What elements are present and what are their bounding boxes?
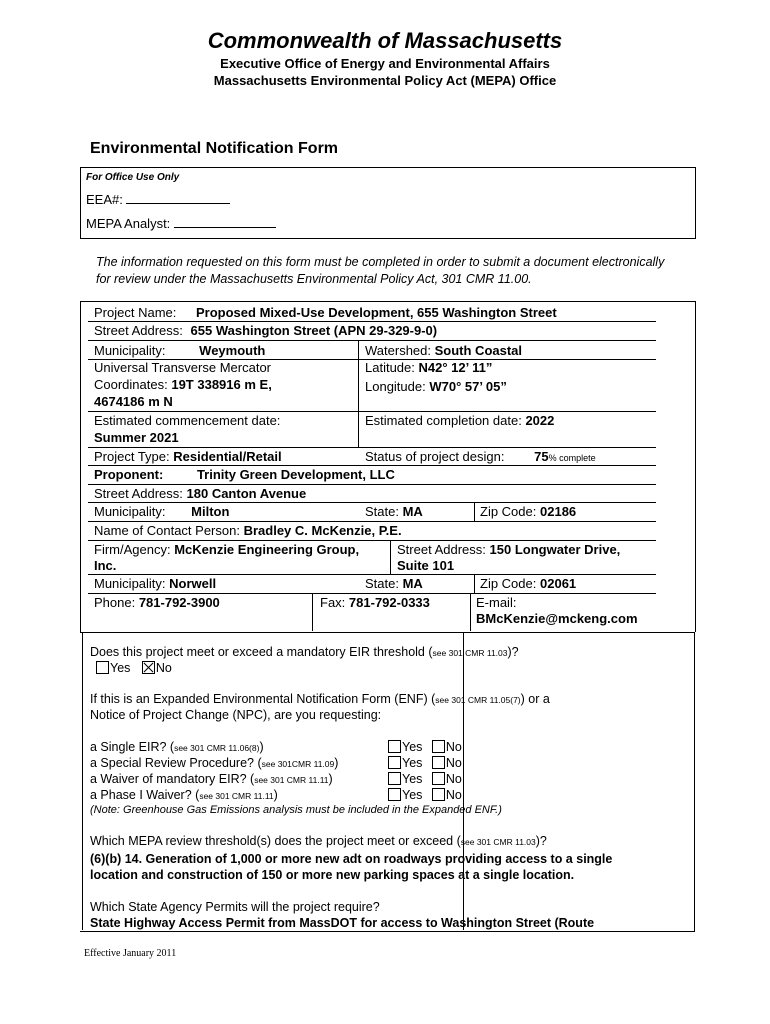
project-municipality: Weymouth (199, 343, 266, 358)
mepa-analyst-field[interactable]: MEPA Analyst: (86, 216, 276, 231)
threshold-answer-2: location and construction of 150 or more new parking spaces at a single location. (90, 868, 575, 882)
proponent-municipality: Milton (191, 504, 230, 519)
utm-north: 4674186 m N (94, 394, 173, 409)
q-state-permits: Which State Agency Permits will the project require? (90, 900, 380, 914)
state-permits-answer: State Highway Access Permit from MassDOT for access to Washington Street (Route (90, 916, 595, 930)
q-waiver: a Waiver of mandatory EIR? (see 301 CMR 11.11) (90, 772, 333, 786)
intro-text: The information requested on this form must be completed in order to submit a document electronically for review under the Massachusetts Environmental Policy Act, 301 CMR 11.00. (96, 255, 665, 286)
eea-field[interactable]: EEA#: (86, 192, 230, 207)
firm-suite: Suite 101 (397, 558, 455, 573)
proponent-municipality-row: Municipality: Milton (94, 504, 230, 519)
threshold-answer-1: (6)(b) 14. Generation of 1,000 or more new adt on roadways providing access to a single (90, 852, 613, 866)
project-municipality-row: Municipality: Weymouth (94, 343, 266, 358)
proponent-zip: 02186 (540, 504, 577, 519)
firm-municipality: Norwell (169, 576, 217, 591)
firm-row: Firm/Agency: McKenzie Engineering Group, (94, 542, 360, 557)
commencement-date: Summer 2021 (94, 430, 179, 445)
waiver-answers: Yes No (388, 772, 462, 787)
completion-row: Estimated completion date: 2022 (365, 413, 555, 428)
utm-label: Universal Transverse Mercator (94, 360, 271, 375)
form-title: Environmental Notification Form (90, 140, 339, 157)
project-street-row: Street Address: 655 Washington Street (APN 29-329-9-0) (94, 323, 438, 338)
q-review-threshold: Which MEPA review threshold(s) does the project meet or exceed (see 301 CMR 11.03)? (90, 834, 547, 848)
firm-state: MA (402, 576, 423, 591)
phase1-yes-checkbox[interactable] (388, 788, 401, 801)
office-use-box (80, 167, 696, 239)
firm-zip: 02061 (540, 576, 577, 591)
firm-street: 150 Longwater Drive, (489, 542, 621, 557)
firm-zip-row: Zip Code: 02061 (480, 576, 577, 591)
analyst-line (174, 217, 276, 228)
commencement-label: Estimated commencement date: (94, 413, 281, 428)
phase1-answers: Yes No (388, 788, 462, 803)
agency-name: Executive Office of Energy and Environmental Affairs (220, 56, 550, 71)
q-single-eir: a Single EIR? (see 301 CMR 11.06(8)) (90, 740, 264, 754)
proponent-street: 180 Canton Avenue (186, 486, 307, 501)
contact-row: Name of Contact Person: Bradley C. McKenzie, P.E. (94, 523, 402, 538)
email: BMcKenzie@mckeng.com (476, 611, 638, 626)
waiver-yes-checkbox[interactable] (388, 772, 401, 785)
project-street: 655 Washington Street (APN 29-329-9-0) (190, 323, 438, 338)
waiver-no-checkbox[interactable] (432, 772, 445, 785)
firm-state-row: State: MA (365, 576, 423, 591)
project-name-row: Project Name: Proposed Mixed-Use Development, 655 Washington Street (94, 305, 557, 320)
proponent-zip-row: Zip Code: 02186 (480, 504, 577, 519)
q1-yes-checkbox[interactable] (96, 661, 109, 674)
project-type-row: Project Type: Residential/Retail (94, 449, 282, 464)
latitude: N42° 12’ 11” (418, 360, 493, 375)
design-status-value: 75 (534, 449, 549, 464)
longitude-row: Longitude: W70° 57’ 05” (365, 379, 507, 394)
design-status-row: Status of project design: 75% complete (365, 449, 596, 464)
q-mandatory-eir-answers: Yes No (96, 661, 172, 676)
office-name: Massachusetts Environmental Policy Act (MEPA) Office (213, 73, 557, 88)
completion-date: 2022 (525, 413, 555, 428)
special-review-answers: Yes No (388, 756, 462, 771)
email-label: E-mail: (476, 595, 517, 610)
proponent-row: Proponent: Trinity Green Development, LLC (94, 467, 395, 482)
watershed-row: Watershed: South Coastal (365, 343, 523, 358)
office-use-label: For Office Use Only (86, 172, 180, 183)
firm-name-cont: Inc. (94, 558, 117, 573)
latitude-row: Latitude: N42° 12’ 11” (365, 360, 493, 375)
phone-row: Phone: 781-792-3900 (94, 595, 220, 610)
single-eir-no-checkbox[interactable] (432, 740, 445, 753)
watershed: South Coastal (434, 343, 523, 358)
ghg-note: (Note: Greenhouse Gas Emissions analysis must be included in the Expanded ENF.) (90, 804, 502, 816)
q-phase1-waiver: a Phase I Waiver? (see 301 CMR 11.11) (90, 788, 278, 802)
special-review-yes-checkbox[interactable] (388, 756, 401, 769)
fax-row: Fax: 781-792-0333 (320, 595, 430, 610)
utm-east: 19T 338916 m E, (171, 377, 272, 392)
q-expanded-enf-cont: Notice of Project Change (NPC), are you requesting: (90, 708, 382, 722)
firm-municipality-row: Municipality: Norwell (94, 576, 217, 591)
firm-name: McKenzie Engineering Group, (174, 542, 360, 557)
single-eir-yes-checkbox[interactable] (388, 740, 401, 753)
footer-effective-date: Effective January 2011 (84, 948, 177, 959)
page-title: Commonwealth of Massachusetts (207, 28, 563, 53)
contact-name: Bradley C. McKenzie, P.E. (243, 523, 402, 538)
proponent-street-row: Street Address: 180 Canton Avenue (94, 486, 307, 501)
project-type: Residential/Retail (173, 449, 282, 464)
firm-street-row: Street Address: 150 Longwater Drive, (397, 542, 621, 557)
proponent-state: MA (402, 504, 423, 519)
eea-line (126, 193, 230, 204)
utm-row: Coordinates: 19T 338916 m E, (94, 377, 272, 392)
proponent-state-row: State: MA (365, 504, 423, 519)
phone: 781-792-3900 (138, 595, 220, 610)
q1-no-checkbox[interactable] (142, 661, 155, 674)
proponent-name: Trinity Green Development, LLC (196, 467, 395, 482)
project-name: Proposed Mixed-Use Development, 655 Washington Street (196, 305, 557, 320)
single-eir-answers: Yes No (388, 740, 462, 755)
special-review-no-checkbox[interactable] (432, 756, 445, 769)
q-mandatory-eir: Does this project meet or exceed a mandatory EIR threshold (see 301 CMR 11.03)? (90, 645, 519, 659)
fax: 781-792-0333 (348, 595, 430, 610)
q-special-review: a Special Review Procedure? (see 301CMR 11.09) (90, 756, 339, 770)
q-expanded-enf: If this is an Expanded Environmental Notification Form (ENF) (see 301 CMR 11.05(7)) or a (90, 692, 550, 706)
longitude: W70° 57’ 05” (429, 379, 507, 394)
phase1-no-checkbox[interactable] (432, 788, 445, 801)
